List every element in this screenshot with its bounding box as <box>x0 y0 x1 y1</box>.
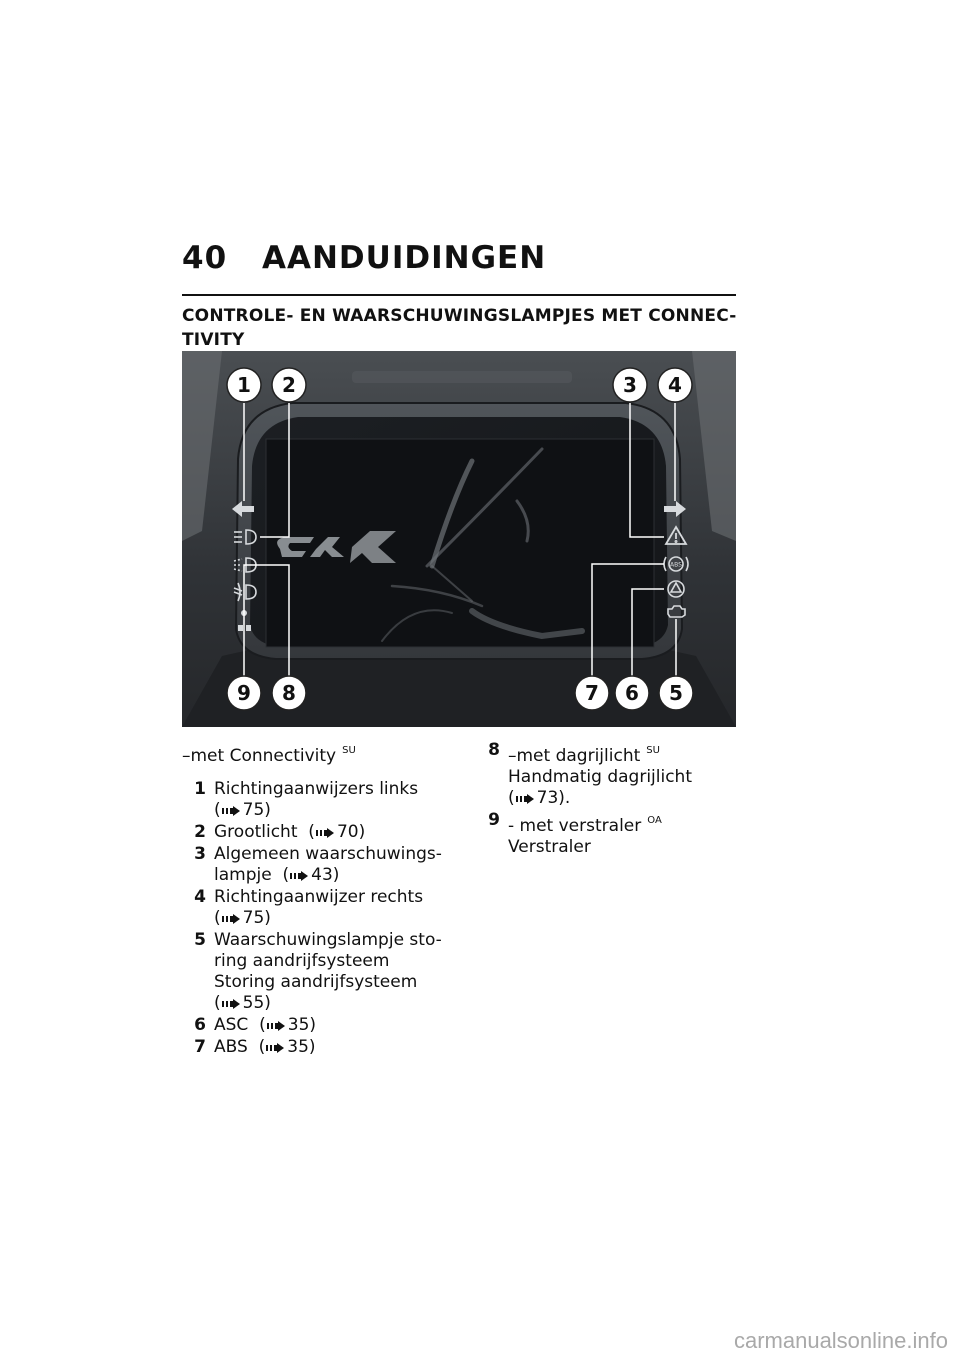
reference-arrow-icon <box>221 913 241 925</box>
callout-label: 4 <box>668 373 682 397</box>
legend-item-text: Grootlicht <box>214 822 298 842</box>
page-reference: ( 43) <box>277 865 340 885</box>
legend-item-number: 1 <box>194 779 206 799</box>
legend-item-sup: OA <box>647 815 662 826</box>
reference-arrow-icon <box>221 805 241 817</box>
page-reference: ( 35) <box>253 1037 316 1057</box>
legend-item-9 <box>476 810 746 858</box>
callout-8 <box>272 676 306 710</box>
legend-item-3 <box>182 844 452 886</box>
page-reference-number: 75) <box>242 908 271 928</box>
svg-text:ABS: ABS <box>670 561 682 569</box>
legend-column-right <box>476 740 746 859</box>
page-reference-number: 55) <box>242 993 271 1013</box>
callout-label: 8 <box>282 681 296 705</box>
legend-item-text: Richtingaanwijzers links <box>214 779 419 799</box>
callout-label: 9 <box>237 681 251 705</box>
legend-item-text: –met dagrijlicht <box>508 746 641 766</box>
callout-label: 6 <box>625 681 639 705</box>
section-title <box>182 304 742 352</box>
legend-item-text: ASC <box>214 1015 249 1035</box>
legend-item-text: ABS <box>214 1037 248 1057</box>
callout-7 <box>575 676 609 710</box>
page-reference-number: 73). <box>536 788 571 808</box>
callout-label: 2 <box>282 373 296 397</box>
legend-item-text: Richtingaanwijzer rechts <box>214 887 424 907</box>
callout-label: 1 <box>237 373 251 397</box>
legend-item-number: 7 <box>194 1037 206 1057</box>
legend-item-text: Waarschuwingslampje sto-ring aandrijfsysteem <box>214 930 442 971</box>
reference-arrow-icon <box>515 793 535 805</box>
legend-item-8 <box>476 740 746 809</box>
reference-arrow-icon <box>265 1042 285 1054</box>
legend-item-number: 9 <box>488 810 500 830</box>
legend-intro-text: –met Connectivity <box>182 746 337 766</box>
legend-item-5 <box>182 930 452 1014</box>
legend-item-7 <box>182 1037 452 1058</box>
legend-item-text: Algemeen waarschuwings-lampje <box>214 844 442 885</box>
callout-5 <box>659 676 693 710</box>
page-reference-number: 43) <box>311 865 340 885</box>
section-title-text: CONTROLE- EN WAARSCHUWINGSLAMPJES MET CONNEC-TIVITY <box>182 306 737 350</box>
callout-2 <box>272 368 306 402</box>
page-reference-number: 70) <box>336 822 366 842</box>
legend-item-number: 4 <box>194 887 206 907</box>
legend-intro <box>182 740 452 767</box>
legend-item-6 <box>182 1015 452 1036</box>
legend-item-subtext: Handmatig dagrijlicht <box>508 767 692 787</box>
footer-watermark: carmanualsonline.info <box>733 1328 948 1353</box>
page-reference: ( 75) <box>214 800 271 820</box>
callout-label: 7 <box>585 681 599 705</box>
reference-arrow-icon <box>289 870 309 882</box>
legend-item-number: 2 <box>194 822 206 842</box>
legend-item-number: 3 <box>194 844 206 864</box>
legend-item-sup: SU <box>646 745 660 756</box>
callout-6 <box>615 676 649 710</box>
reference-arrow-icon <box>315 827 335 839</box>
legend-item-2 <box>182 822 452 843</box>
legend-item-text: - met verstraler <box>508 816 642 836</box>
legend-intro-sup: SU <box>342 745 356 756</box>
reference-arrow-icon <box>266 1020 286 1032</box>
page-reference-number: 35) <box>287 1015 317 1035</box>
legend-item-4 <box>182 887 452 929</box>
legend-item-number: 5 <box>194 930 206 950</box>
legend-item-number: 8 <box>488 740 500 760</box>
legend-item-subtext: Verstraler <box>508 837 591 857</box>
header-rule <box>182 294 736 296</box>
legend-item-1 <box>182 779 452 821</box>
callout-label: 5 <box>669 681 683 705</box>
callout-label: 3 <box>623 373 637 397</box>
page-reference: ( 73). <box>508 788 571 808</box>
page-reference-number: 35) <box>287 1037 316 1057</box>
reference-arrow-icon <box>221 998 241 1010</box>
callout-1 <box>227 368 261 402</box>
legend-item-number: 6 <box>194 1015 206 1035</box>
legend-item-subtext: Storing aandrijfsysteem <box>214 972 418 992</box>
page-reference-number: 75) <box>242 800 271 820</box>
legend-column-left <box>182 740 452 1059</box>
callout-9 <box>227 676 261 710</box>
chapter-title: AANDUIDINGEN <box>262 240 547 276</box>
page-reference: ( 55) <box>214 993 271 1013</box>
page-number: 40 <box>182 240 228 276</box>
callout-4 <box>658 368 692 402</box>
callout-3 <box>613 368 647 402</box>
page-reference: ( 70) <box>302 822 366 842</box>
page-reference: ( 35) <box>253 1015 317 1035</box>
page-reference: ( 75) <box>214 908 271 928</box>
instrument-cluster-figure <box>182 351 736 727</box>
